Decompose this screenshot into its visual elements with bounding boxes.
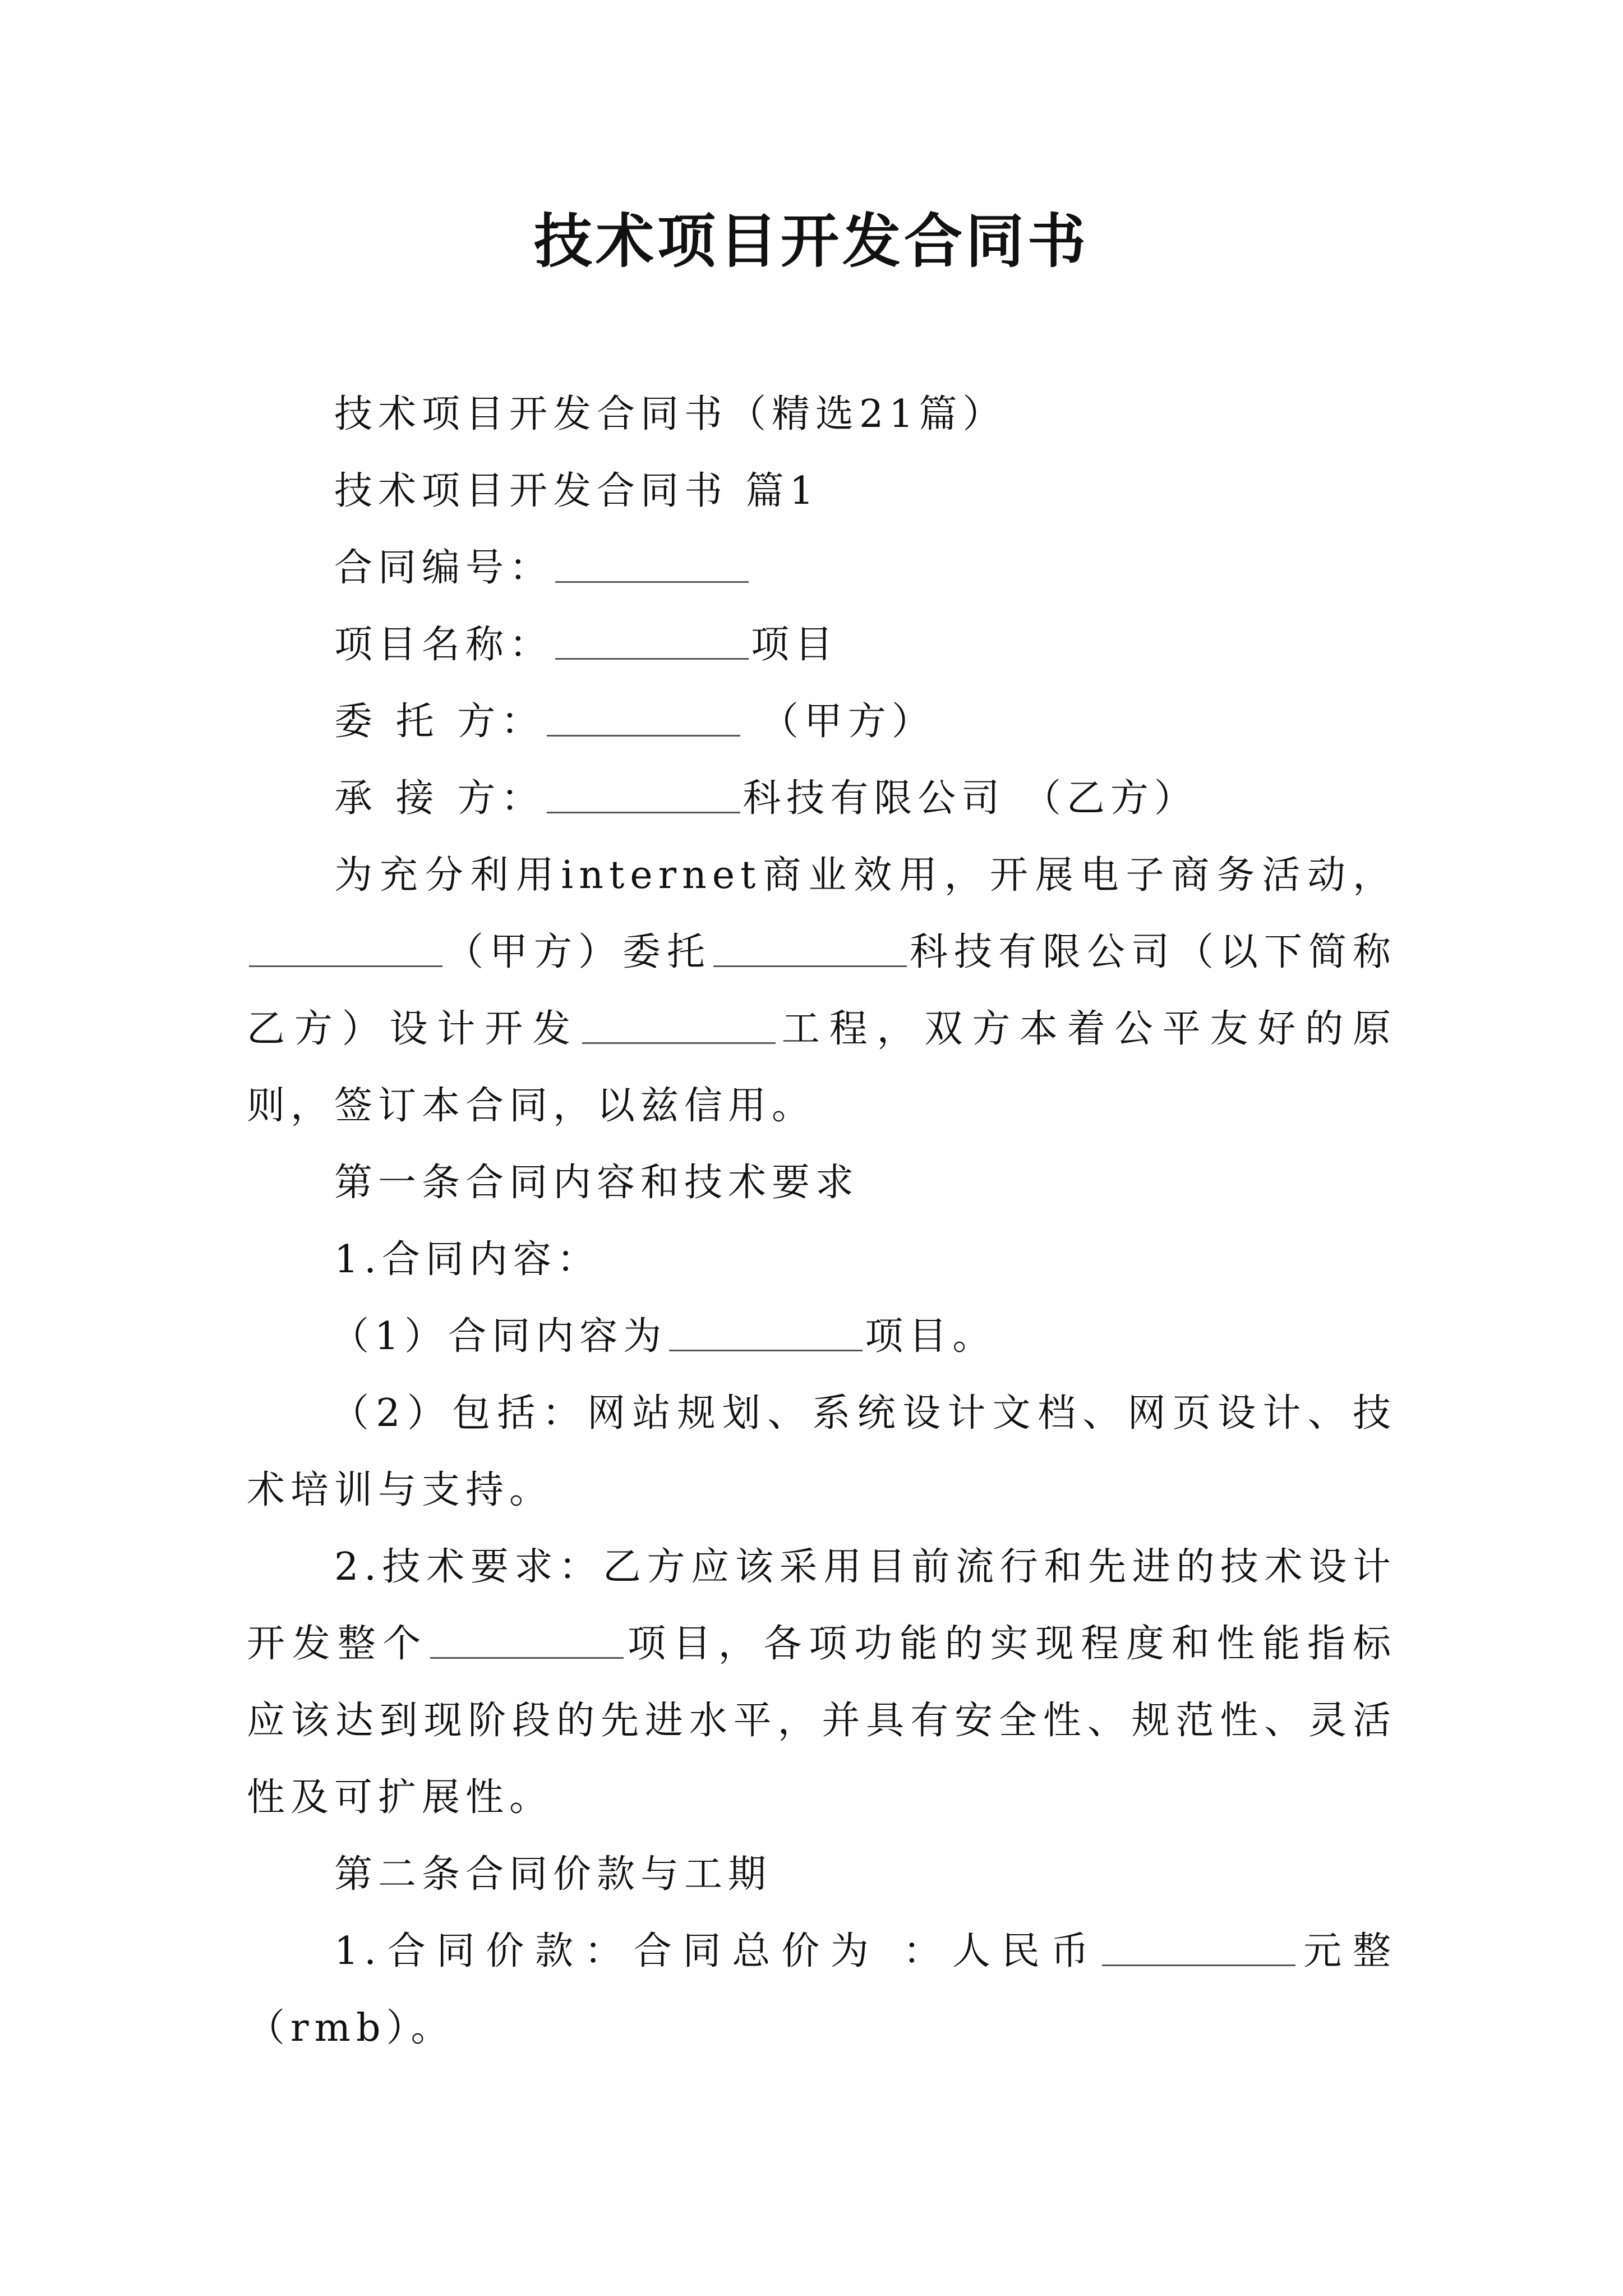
paragraph-text: 1.合同价款：合同总价为 ：人民币 xyxy=(334,1929,1100,1973)
document-title: 技术项目开发合同书 xyxy=(533,207,1089,275)
paragraph-text: （2）包括：网站规划、系统设计文档、网页设计、技术培训与支持。 xyxy=(247,1391,1396,1512)
article-heading xyxy=(247,1144,1396,1221)
blank-line xyxy=(249,932,442,967)
article-heading xyxy=(247,1836,1396,1913)
blank-line xyxy=(1102,1931,1295,1966)
field-suffix: 项目 xyxy=(751,623,839,667)
blank-line xyxy=(582,1009,776,1044)
clause-item xyxy=(247,1375,1396,1529)
paragraph-subtitle xyxy=(247,376,1396,453)
paragraph-text: 1.合同内容： xyxy=(334,1237,601,1282)
clause-item xyxy=(247,1298,1396,1375)
blank-line xyxy=(555,547,749,583)
blank-line xyxy=(430,1623,624,1659)
field-label: 承 接 方： xyxy=(334,776,545,821)
blank-line xyxy=(713,932,907,967)
paragraph-text: 2.技术要求：乙方应该采用目前流行和先进的技术设计开发整个 xyxy=(247,1545,1396,1666)
field-label: 合同编号： xyxy=(334,546,554,590)
blank-line xyxy=(669,1316,863,1351)
field-suffix: （甲方） xyxy=(743,700,935,744)
paragraph-text: （1）合同内容为 xyxy=(331,1314,667,1359)
paragraph-text: 第二条合同价款与工期 xyxy=(334,1852,772,1897)
contractor-party-line xyxy=(247,760,1396,837)
paragraph-text: 技术项目开发合同书（精选21篇） xyxy=(334,392,1007,436)
paragraph-section-heading xyxy=(247,453,1396,530)
blank-line xyxy=(547,701,740,737)
contract-number-line xyxy=(247,530,1396,606)
document-body xyxy=(247,376,1396,2067)
paragraph-text: 工程，双方本着公平友好的原则，签订本合同，以兹信用。 xyxy=(247,1007,1396,1128)
field-suffix: 科技有限公司 （乙方） xyxy=(743,776,1198,821)
clause-technical-requirements xyxy=(247,1529,1396,1836)
paragraph-text: 项目。 xyxy=(865,1314,997,1359)
field-label: 委 托 方： xyxy=(334,700,545,744)
client-party-line xyxy=(247,683,1396,760)
paragraph-text: 为充分利用internet商业效用，开展电子商务活动， xyxy=(334,853,1396,898)
paragraph-text: 第一条合同内容和技术要求 xyxy=(334,1161,860,1205)
paragraph-text: 项目，各项功能的实现程度和性能指标应该达到现阶段的先进水平，并具有安全性、规范性、灵活性及可扩展性。 xyxy=(247,1622,1396,1820)
paragraph-text: 科技有限公司（以下简称乙方）设计开发 xyxy=(247,930,1396,1051)
blank-line xyxy=(555,624,749,660)
paragraph-text: 技术项目开发合同书 篇1 xyxy=(334,469,819,513)
paragraph-text: （甲方）委托 xyxy=(445,930,711,974)
paragraph-preamble xyxy=(247,837,1396,1144)
project-name-line xyxy=(247,606,1396,683)
clause-heading xyxy=(247,1221,1396,1298)
blank-line xyxy=(547,778,740,813)
field-label: 项目名称： xyxy=(334,623,554,667)
paragraph-text: 元整（rmb）。 xyxy=(247,1929,1396,2050)
clause-contract-price xyxy=(247,1913,1396,2067)
